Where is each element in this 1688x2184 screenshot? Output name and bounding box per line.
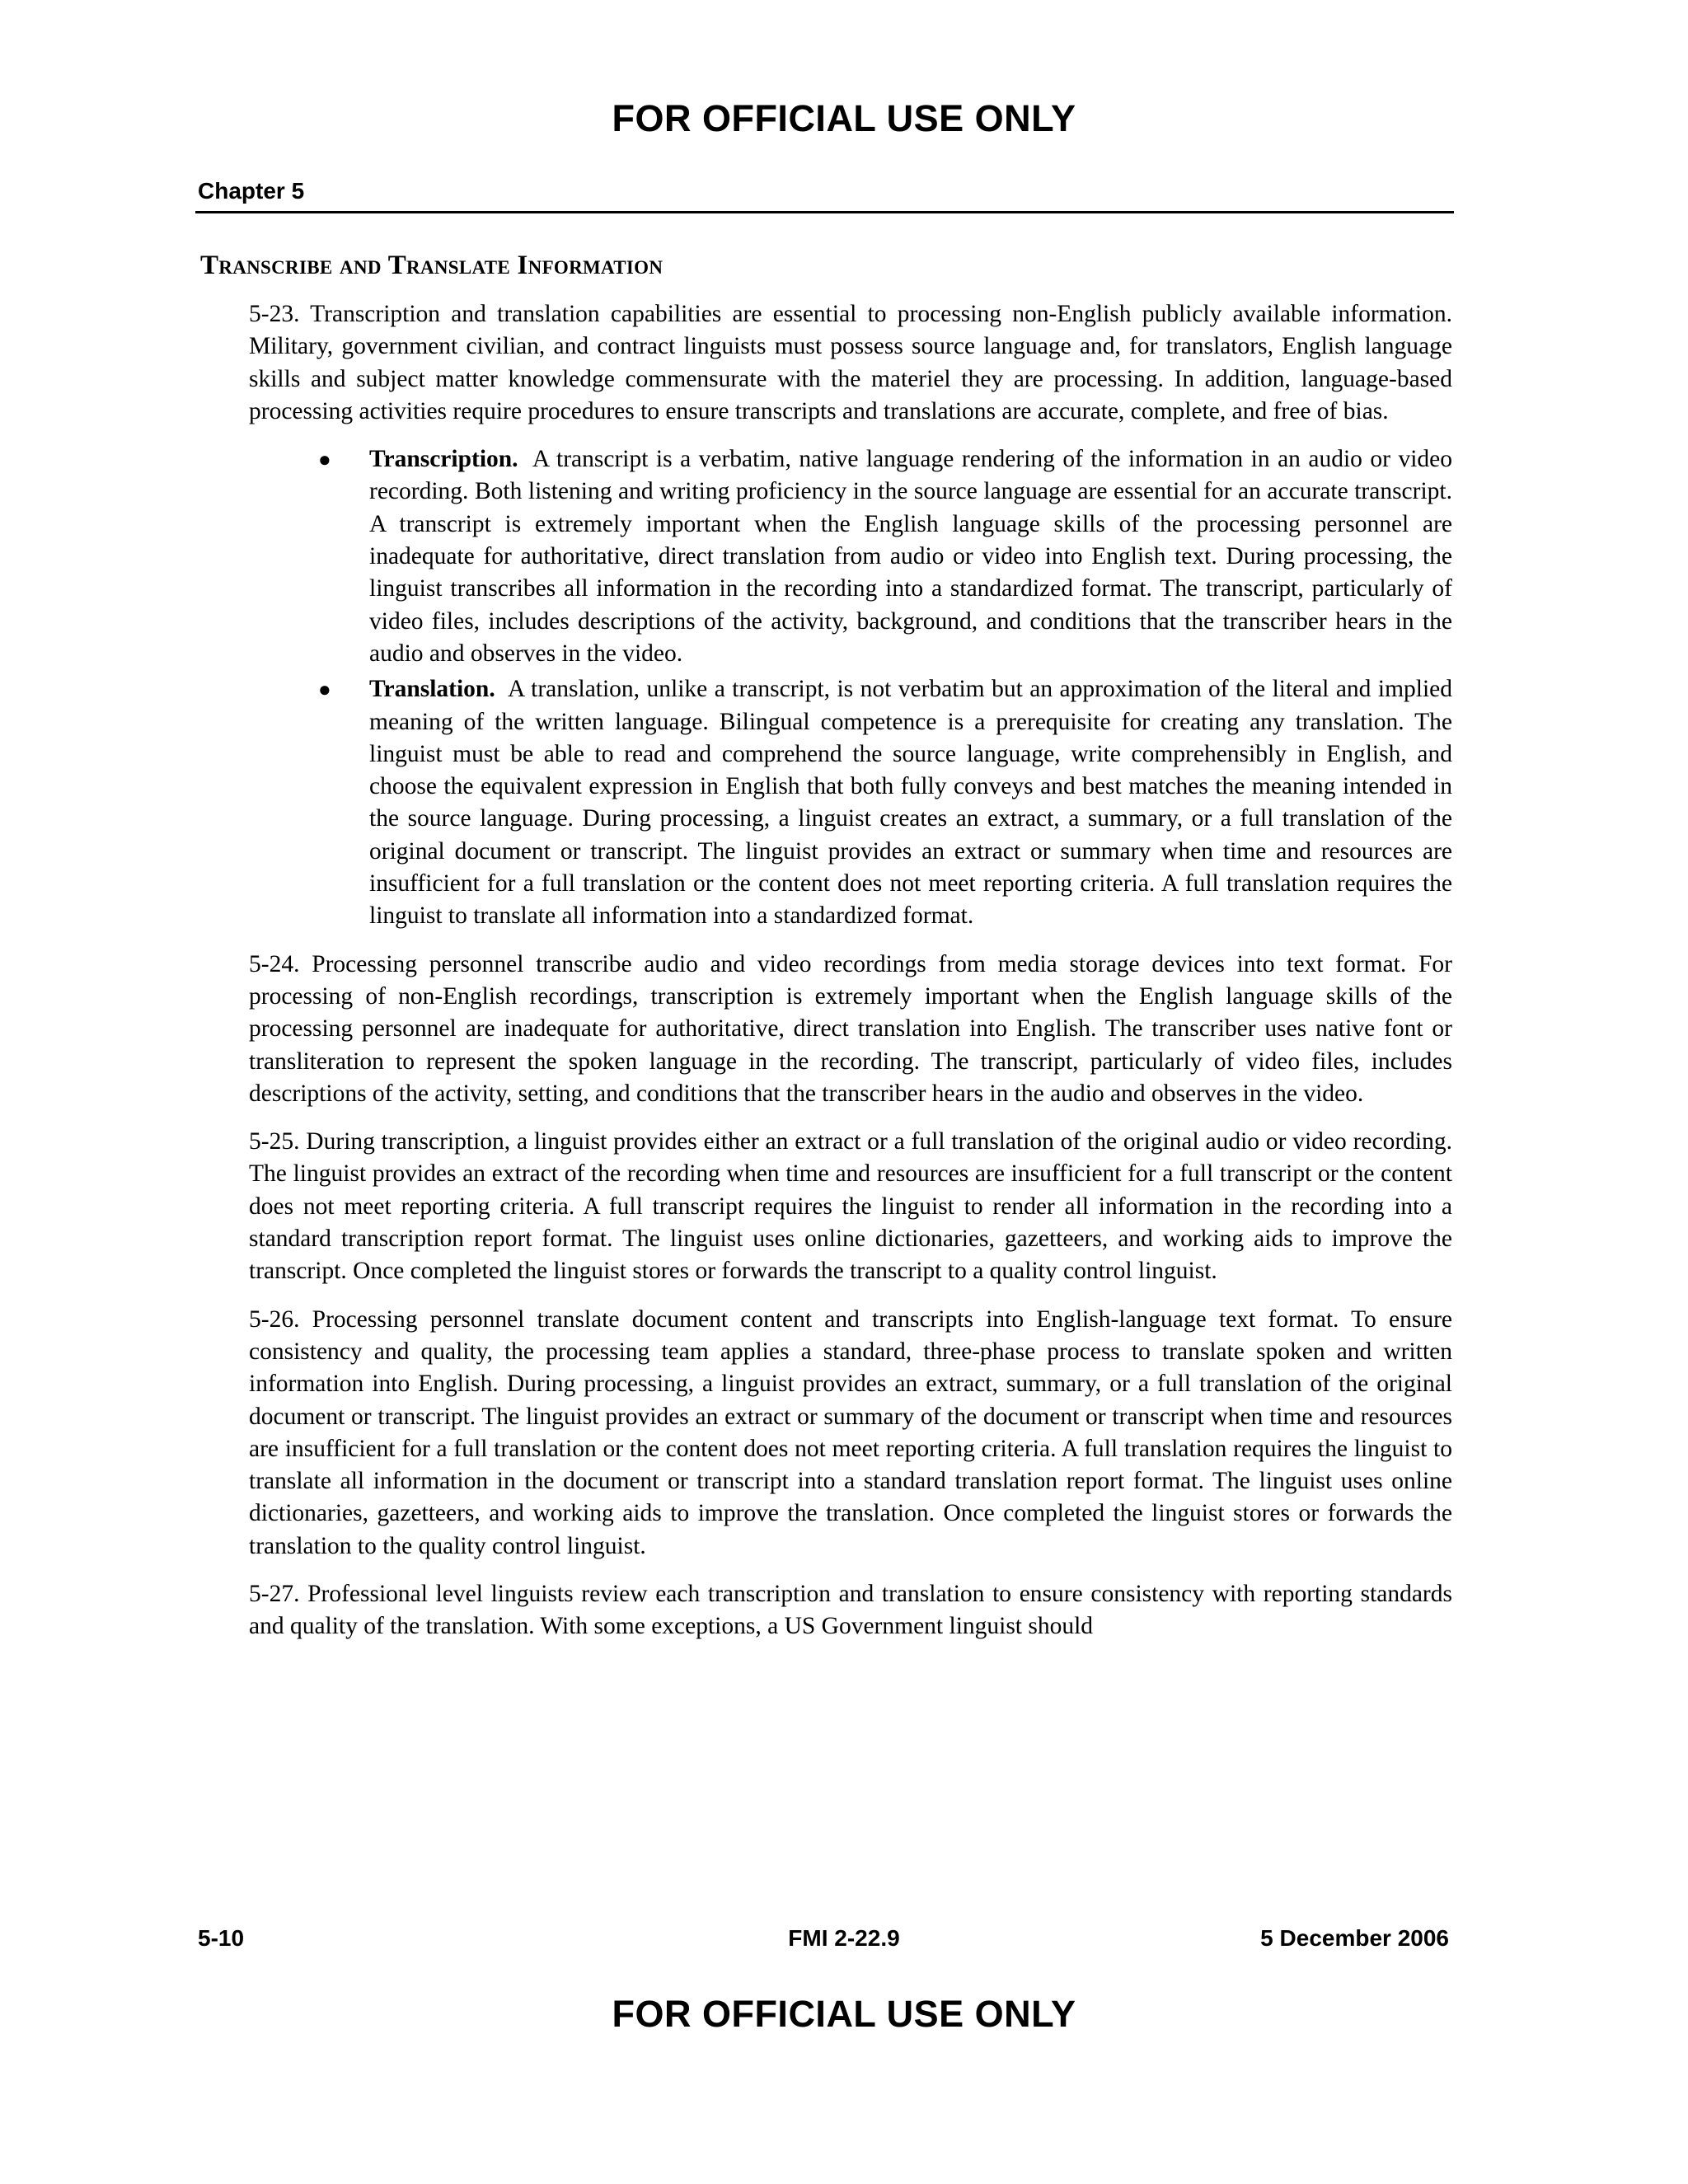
footer-page-number: 5-10 [198, 1925, 245, 1951]
paragraph-5-26: 5-26. Processing personnel translate document content and transcripts into English-language text format. To ensure consistency and quality, the processing team applies a standard, three-phase process to translate spoken and written information into English. During processing, a linguist provides an extract, summary, or a full translation of the original document or transcript. The linguist provides an extract or summary of the document or transcript when time and resources are insufficient for a full translation or the content does not meet reporting criteria. A full translation requires the linguist to translate all information in the document or transcript into a standard translation report format. The linguist uses online dictionaries, gazetteers, and working aids to improve the translation. Once completed the linguist stores or forwards the translation to the quality control linguist. [249, 1305, 1452, 1559]
section-heading: Transcribe and Translate Information [200, 251, 663, 280]
bullet-dot-icon: ● [318, 677, 331, 702]
paragraph-5-24: 5-24. Processing personnel transcribe audio and video recordings from media storage devices into text format. For processing of non-English recordings, transcription is extremely important when the English language skills of the processing personnel are inadequate for authoritative, direct translation into English. The transcriber uses native font or transliteration to represent the spoken language in the recording. The transcript, particularly of video files, includes descriptions of the activity, setting, and conditions that the transcriber hears in the audio and observes in the video. [249, 950, 1452, 1107]
bullet-item-transcription [249, 443, 1452, 670]
paragraph-5-27: 5-27. Professional level linguists review each transcription and translation to ensure consistency with reporting standards and quality of the translation. With some exceptions, a US Government linguist should [249, 1580, 1452, 1640]
classification-banner-top: FOR OFFICIAL USE ONLY [612, 97, 1076, 139]
bullet-text: A transcript is a verbatim, native language rendering of the information in an audio or video recording. Both listening and writing proficiency in the source language are essential for an accurate transcript. A transcript is extremely important when the English language skills of the processing personnel are inadequate for authoritative, direct translation from audio or video into English text. During processing, the linguist transcribes all information in the recording into a standardized format. The transcript, particularly of video files, includes descriptions of the activity, background, and conditions that the transcriber hears in the audio and observes in the video. [369, 446, 1452, 667]
classification-banner-bottom: FOR OFFICIAL USE ONLY [612, 1993, 1076, 2035]
bullet-term: Translation. [369, 676, 495, 703]
paragraph-5-25: 5-25. During transcription, a linguist provides either an extract or a full translation of the original audio or video recording. The linguist provides an extract of the recording when time and resources are insufficient for a full transcript or the content does not meet reporting criteria. A full transcript requires the linguist to render all information in the recording into a standard transcription report format. The linguist uses online dictionaries, gazetteers, and working aids to improve the transcript. Once completed the linguist stores or forwards the transcript to a quality control linguist. [249, 1128, 1452, 1285]
body-text [249, 298, 1452, 1659]
chapter-label: Chapter 5 [198, 178, 305, 204]
header-rule [195, 211, 1454, 213]
bullet-item-translation [249, 673, 1452, 932]
footer-date: 5 December 2006 [1260, 1925, 1449, 1951]
paragraph-5-23: 5-23. Transcription and translation capabilities are essential to processing non-English publicly available information. Military, government civilian, and contract linguists must possess source language and, for translators, English language skills and subject matter knowledge commensurate with the materiel they are processing. In addition, language-based processing activities require procedures to ensure transcripts and translations are accurate, complete, and free of bias. [249, 301, 1452, 424]
bullet-list [249, 443, 1452, 932]
bullet-term: Transcription. [369, 446, 518, 473]
footer-document-id: FMI 2-22.9 [788, 1925, 900, 1951]
bullet-text: A translation, unlike a transcript, is not verbatim but an approximation of the literal and implied meaning of the written language. Bilingual competence is a prerequisite for creating any translation. The linguist must be able to read and comprehend the source language, write comprehensibly in English, and choose the equivalent expression in English that both fully conveys and best matches the meaning intended in the source language. During processing, a linguist creates an extract, a summary, or a full translation of the original document or transcript. The linguist provides an extract or summary when time and resources are insufficient for a full translation or the content does not meet reporting criteria. A full translation requires the linguist to translate all information into a standardized format. [369, 676, 1452, 930]
bullet-dot-icon: ● [318, 448, 331, 472]
